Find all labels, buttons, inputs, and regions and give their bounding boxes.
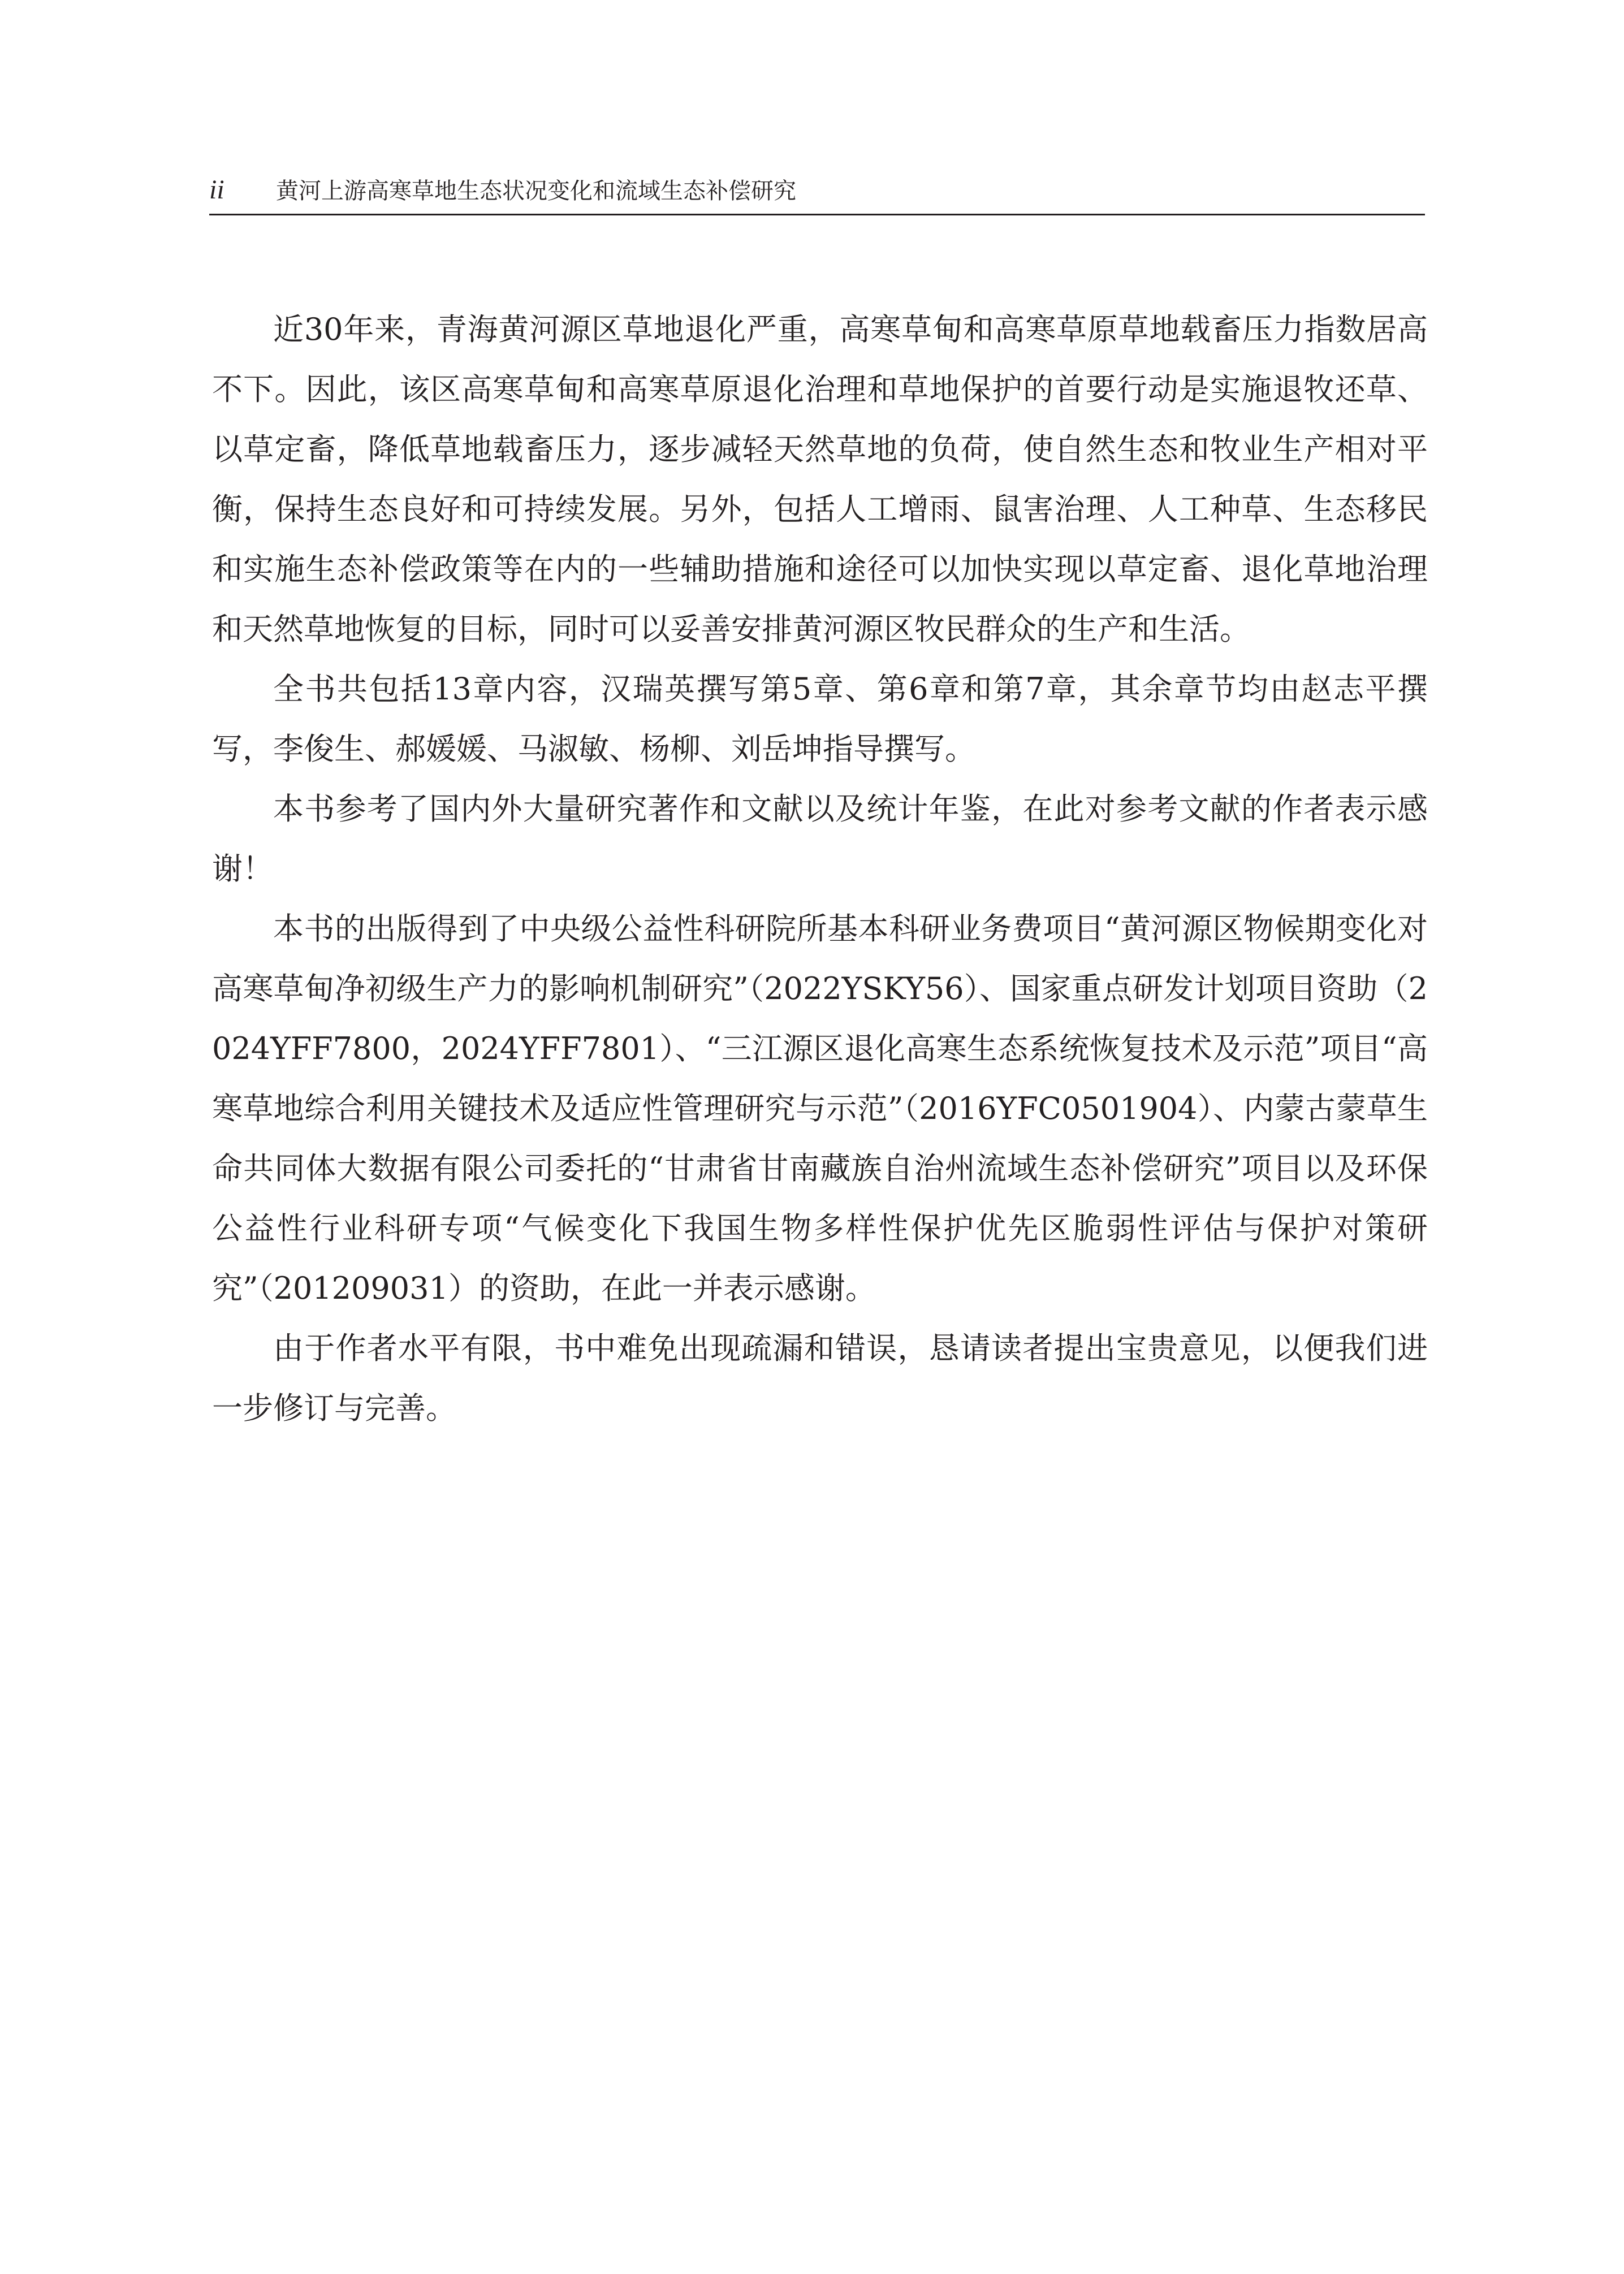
paragraph-4: 本书的出版得到了中央级公益性科研院所基本科研业务费项目“黄河源区物候期变化对高寒草甸净初级生产力的影响机制研究”（2022YSKY56）、国家重点研发计划项目资助（2024YFF7800，2024YFF7801）、“三江源区退化高寒生态系统恢复技术及示范”项目“高寒草地综合利用关键技术及适应性管理研究与示范”（2016YFC0501904）、内蒙古蒙草生命共同体大数据有限公司委托的“甘肃省甘南藏族自治州流域生态补偿研究”项目以及环保公益性行业科研专项“气候变化下我国生物多样性保护优先区脆弱性评估与保护对策研究”（201209031）的资助，在此一并表示感谢。: [212, 911, 1428, 1306]
paragraph-1: 近30年来，青海黄河源区草地退化严重，高寒草甸和高寒草原草地载畜压力指数居高不下。因此，该区高寒草甸和高寒草原退化治理和草地保护的首要行动是实施退牧还草、以草定畜，降低草地载畜压力，逐步减轻天然草地的负荷，使自然生态和牧业生产相对平衡，保持生态良好和可持续发展。另外，包括人工增雨、鼠害治理、人工种草、生态移民和实施生态补偿政策等在内的一些辅助措施和途径可以加快实现以草定畜、退化草地治理和天然草地恢复的目标，同时可以妥善安排黄河源区牧民群众的生产和生活。: [212, 312, 1428, 647]
running-header-title: 黄河上游高寒草地生态状况变化和流域生态补偿研究: [276, 178, 796, 204]
body-text: [212, 300, 1428, 1438]
header-divider: [209, 214, 1425, 215]
paragraph-5: 由于作者水平有限，书中难免出现疏漏和错误，恳请读者提出宝贵意见，以便我们进一步修订与完善。: [212, 1330, 1428, 1426]
paragraph-2: 全书共包括13章内容，汉瑞英撰写第5章、第6章和第7章，其余章节均由赵志平撰写，李俊生、郝媛媛、马淑敏、杨柳、刘岳坤指导撰写。: [212, 671, 1428, 767]
running-header: [209, 170, 1425, 215]
paragraph-3: 本书参考了国内外大量研究著作和文献以及统计年鉴，在此对参考文献的作者表示感谢！: [212, 791, 1428, 887]
page-number: ii: [209, 175, 224, 205]
